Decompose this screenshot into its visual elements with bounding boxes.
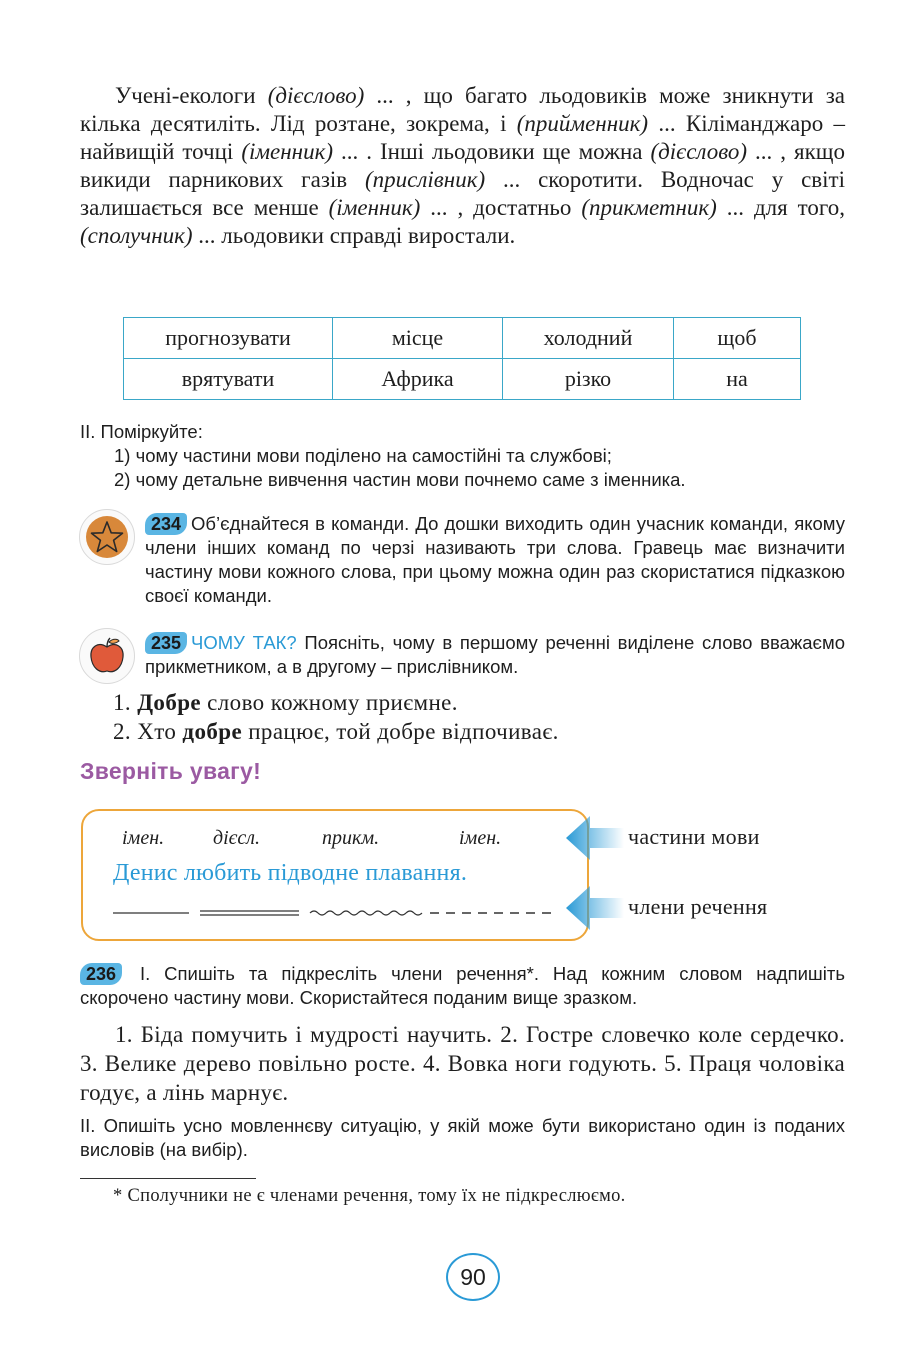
text-segment: ... , якщо викиди парникових газів: [80, 139, 845, 192]
text-segment: ... . Інші льодовики ще можна: [333, 139, 651, 164]
word-table: [123, 317, 801, 400]
text-segment: ... , достатньо: [420, 195, 582, 220]
pos-label: імен.: [122, 827, 165, 849]
sentence-number: 1.: [113, 690, 138, 715]
bold-word: добре: [182, 719, 243, 744]
gap-text-paragraph: [80, 82, 845, 250]
arrow-left-icon: [566, 814, 626, 862]
task-number-badge: 236: [80, 963, 122, 985]
proverbs-text: 1. Біда помучить і мудрості научить. 2. Гостре словечко коле сердечко. 3. Велике дерево повільно росте. 4. Вовка ноги годують. 5. Праця чоловіка годує, а лінь марнує.: [80, 1022, 845, 1105]
sentence-number: 2. Хто: [113, 719, 183, 744]
task-236-part-ii: II. Опишіть усно мовленнєву ситуацію, у якій може бути використано один із поданих висловів (на вибір).: [80, 1115, 845, 1160]
text-segment: ... Кіліманджаро – найвищій точці: [80, 111, 845, 164]
proverbs-paragraph: [80, 1020, 845, 1107]
example-sentences: [113, 688, 559, 746]
section-ii: [80, 420, 850, 492]
sentence-members-label: члени речення: [628, 894, 768, 919]
text-segment: ... льодовики справді виростали.: [192, 223, 516, 248]
hint-part-of-speech: (дієслово): [650, 139, 748, 164]
task-235-label: ЧОМУ ТАК?: [191, 632, 297, 653]
section-ii-item: 1) чому частини мови поділено на самостійні та службові;: [114, 445, 612, 466]
bold-word: Добре: [137, 690, 202, 715]
arrow-left-icon: [566, 884, 626, 932]
pos-label: імен.: [459, 827, 502, 849]
page-number: 90: [446, 1253, 500, 1301]
task-236-text: I. Спишіть та підкресліть члени речення*. Над кожним словом надпишіть скорочено частину мови. Скористайтеся поданим вище зразком.: [80, 963, 845, 1008]
attention-heading: Зверніть увагу!: [80, 758, 262, 784]
attribute-underline: [310, 911, 422, 915]
text-segment: Учені-екологи: [115, 83, 268, 108]
task-234-text: Об’єднайтеся в команди. До дошки виходить один учасник команди, якому члени інших команд по черзі називають три слова. Гравець має визначити частину мови кожного слова, при цьому можна один раз скористатися підказкою своєї команди.: [145, 513, 845, 606]
text-segment: ... , що багато льодовиків може зникнути за кілька десятиліть. Лід розтане, зокрема, і: [80, 83, 845, 136]
table-cell: врятувати: [124, 359, 333, 400]
hint-part-of-speech: (прикметник): [581, 195, 717, 220]
hint-part-of-speech: (прийменник): [516, 111, 649, 136]
table-cell: на: [674, 359, 801, 400]
task-number-badge: 235: [145, 632, 187, 654]
hint-part-of-speech: (дієслово): [267, 83, 365, 108]
task-235-text: Поясніть, чому в першому реченні виділене слово вважаємо прикметником, а в другому – прислівником.: [145, 632, 845, 677]
table-cell: місце: [333, 318, 503, 359]
table-row: [124, 359, 801, 400]
table-cell: різко: [503, 359, 674, 400]
table-cell: прогнозувати: [124, 318, 333, 359]
pos-label: дієсл.: [213, 827, 260, 849]
example-sentence: Денис любить підводне плавання.: [113, 860, 468, 886]
text-segment: ... для того,: [716, 195, 845, 220]
text-segment: ... скоротити. Водночас у світі залишається все менше: [80, 167, 846, 220]
footnote-divider: [80, 1178, 256, 1179]
star-icon: [79, 509, 135, 565]
underline-marks: [110, 900, 560, 924]
sentence-rest: працює, той добре відпочиває.: [242, 719, 559, 744]
sentence-1: [113, 688, 559, 717]
footnote: * Сполучники не є членами речення, тому їх не підкреслюємо.: [113, 1186, 626, 1206]
table-cell: холодний: [503, 318, 674, 359]
table-row: [124, 318, 801, 359]
apple-icon: [79, 628, 135, 684]
task-234: [145, 512, 845, 608]
sentence-rest: слово кожному приємне.: [201, 690, 458, 715]
task-number-badge: 234: [145, 513, 187, 535]
hint-part-of-speech: (іменник): [241, 139, 333, 164]
hint-part-of-speech: (іменник): [328, 195, 421, 220]
pos-label: прикм.: [322, 827, 380, 849]
sentence-2: [113, 717, 559, 746]
table-cell: Африка: [333, 359, 503, 400]
task-236: [80, 962, 845, 1010]
section-ii-title: II. Поміркуйте:: [80, 421, 203, 442]
parts-of-speech-label: частини мови: [628, 824, 760, 849]
table-cell: щоб: [674, 318, 801, 359]
section-ii-item: 2) чому детальне вивчення частин мови почнемо саме з іменника.: [114, 469, 686, 490]
task-235: [145, 631, 845, 679]
hint-part-of-speech: (прислівник): [365, 167, 486, 192]
hint-part-of-speech: (сполучник): [80, 223, 193, 248]
